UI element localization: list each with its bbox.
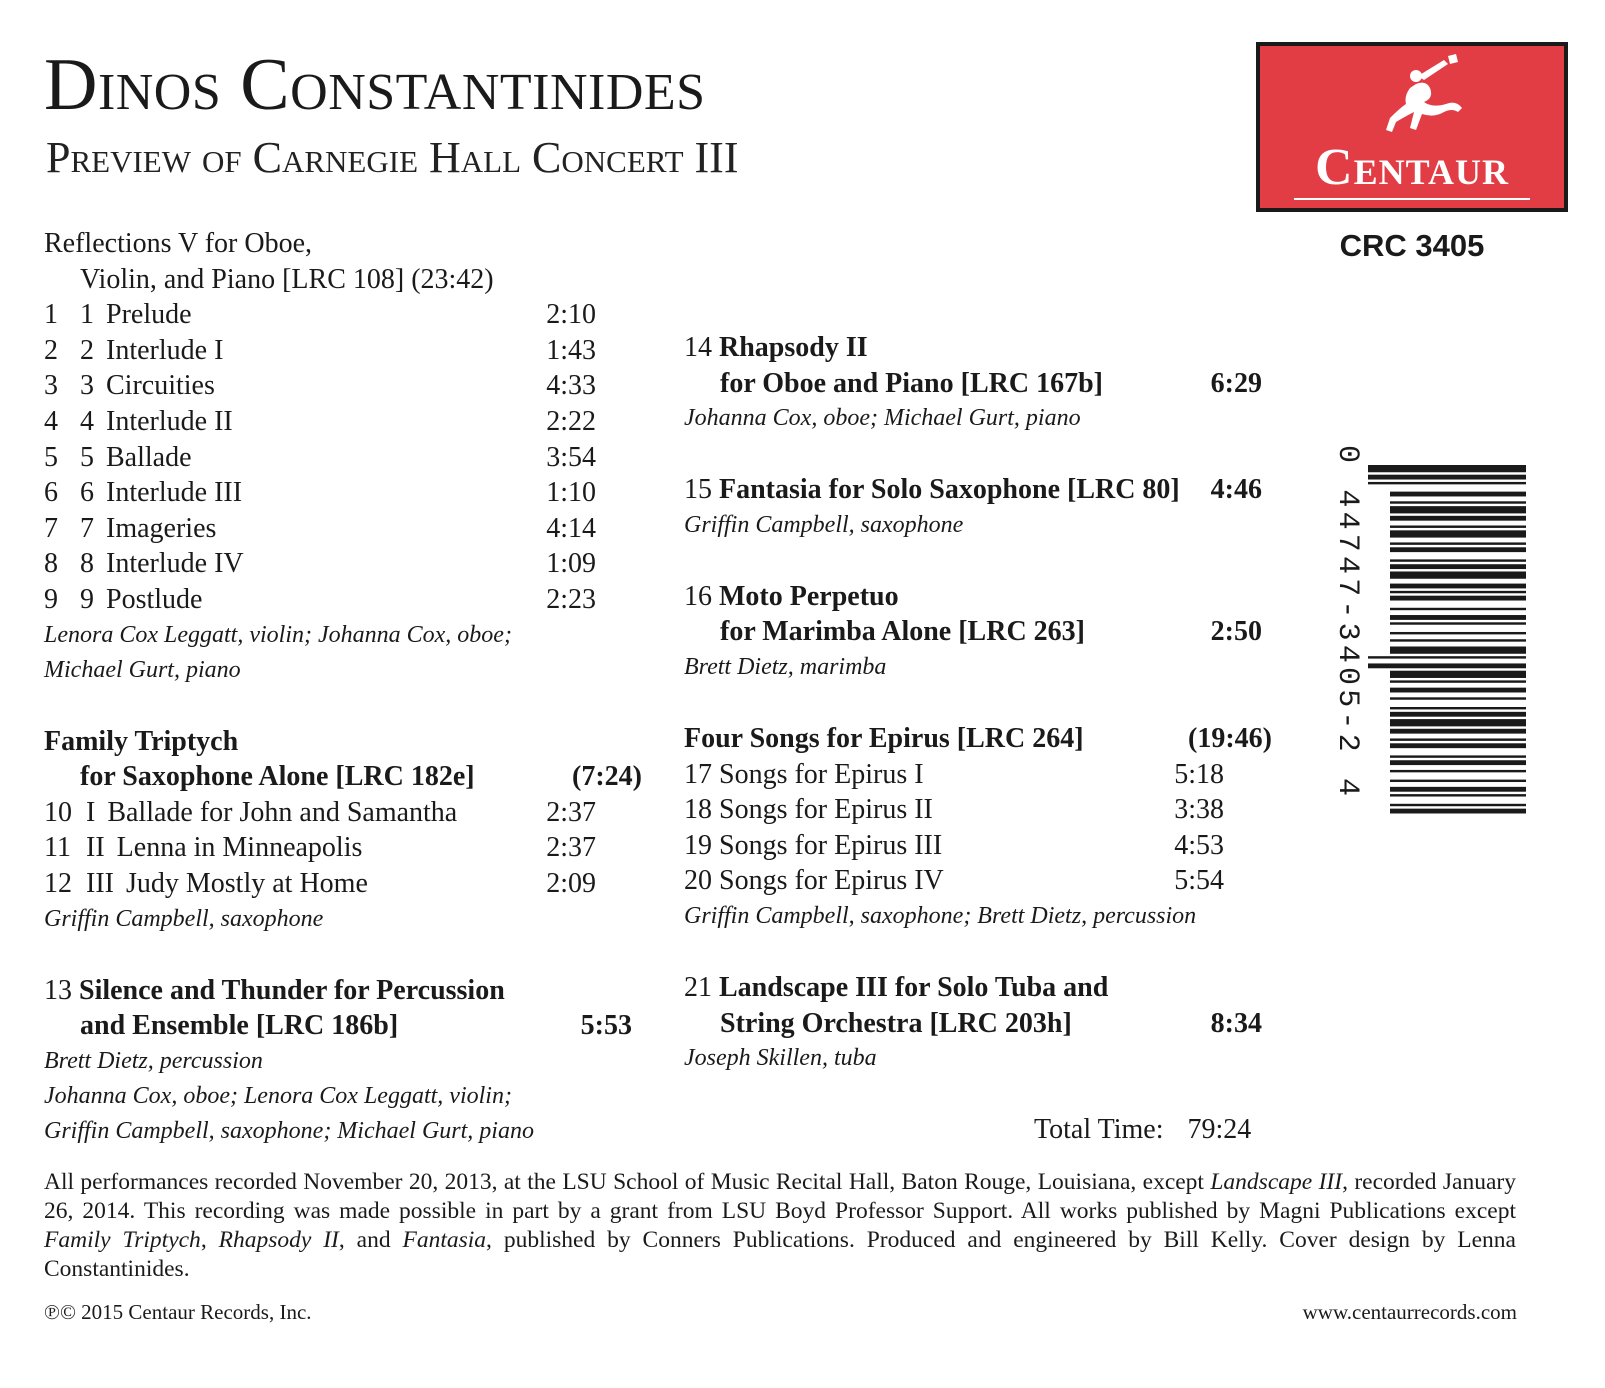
album-subtitle: Preview of Carnegie Hall Concert III [46, 133, 739, 182]
track-time: 2:09 [546, 867, 596, 899]
track-number: 21 [684, 971, 712, 1003]
work-title [684, 721, 1272, 757]
track-time: 1:43 [546, 334, 596, 366]
barcode-bar [1390, 571, 1526, 578]
track-number: 10 [44, 796, 72, 828]
barcode-bars [1368, 465, 1526, 813]
track-number: 15 [684, 474, 712, 506]
track-row [684, 792, 1224, 828]
performers: Lenora Cox Leggatt, violin; Johanna Cox, oboe; [44, 621, 512, 648]
track-list [684, 757, 1224, 899]
barcode-bar [1390, 787, 1526, 792]
track-number: 16 [684, 580, 712, 612]
notes-italic: Fantasia [402, 1227, 487, 1253]
track-name: Lenna in Minneapolis [116, 832, 363, 864]
track-name: Postlude [106, 583, 203, 615]
work-title [684, 472, 1262, 508]
work-title-cont [684, 366, 1262, 402]
track-time: 5:53 [580, 1010, 632, 1042]
track-name: Circuities [106, 370, 215, 402]
track-row [44, 368, 596, 404]
barcode-bar [1390, 804, 1526, 806]
track-row [44, 795, 596, 831]
centaur-logo [1256, 42, 1568, 212]
barcode-bar [1390, 671, 1526, 678]
track-name: Interlude I [106, 334, 224, 366]
track-time: 2:37 [546, 832, 596, 864]
barcode-bar [1390, 809, 1526, 814]
barcode-bar [1390, 559, 1526, 561]
track-name: Songs for Epirus IV [719, 865, 944, 897]
track-time: 4:33 [546, 370, 596, 402]
work-title: Reflections V for Oboe, [44, 228, 313, 259]
track-number: 13 [44, 974, 72, 1006]
barcode-bar [1368, 482, 1526, 484]
track-number: 4 [44, 405, 58, 437]
track-time: 2:10 [546, 299, 596, 331]
barcode-bar [1390, 697, 1526, 699]
left-column [44, 226, 642, 1149]
barcode-bar [1390, 584, 1526, 589]
notes-italic: Family Triptych [44, 1227, 201, 1253]
catalog-number: CRC 3405 [1339, 228, 1485, 263]
work-total-time: (7:24) [572, 761, 642, 793]
notes-italic: Landscape III [1210, 1169, 1343, 1195]
performers: Brett Dietz, marimba [684, 653, 887, 680]
track-list [44, 795, 596, 902]
performers: Brett Dietz, percussion [44, 1047, 263, 1074]
website-link[interactable]: www.centaurrecords.com [1302, 1300, 1517, 1324]
notes-text: , [200, 1227, 219, 1253]
work-title-text: for Marimba Alone [LRC 263] [720, 616, 1085, 648]
work-title-cont [684, 614, 1262, 650]
logo-underline [1294, 198, 1530, 200]
barcode-bar [1390, 492, 1526, 497]
work-title-text: Moto Perpetuo [719, 580, 899, 612]
notes-text: All performances recorded November 20, 2013, at the LSU School of Music Recital Hall, Baton Rouge, Louisiana, except [44, 1169, 1211, 1195]
track-time: 4:14 [546, 512, 596, 544]
track-name: Interlude IV [106, 548, 244, 580]
barcode [1328, 445, 1538, 885]
track-number: 1 [44, 299, 58, 331]
barcode-bar [1368, 475, 1526, 480]
barcode-bar [1390, 608, 1526, 610]
barcode-bar [1390, 547, 1526, 552]
track-row [44, 582, 596, 618]
barcode-bar [1390, 542, 1526, 544]
track-row [44, 440, 596, 476]
track-time: 5:54 [1174, 865, 1224, 897]
movement-number: 1 [80, 299, 94, 331]
movement-number: 9 [80, 583, 94, 615]
performers: Michael Gurt, piano [44, 656, 241, 683]
work-title-text: Fantasia for Solo Saxophone [LRC 80] [719, 474, 1180, 506]
track-time: 2:23 [546, 583, 596, 615]
track-time: 3:54 [546, 441, 596, 473]
barcode-bar [1368, 465, 1526, 472]
barcode-bar [1368, 656, 1526, 658]
track-number: 8 [44, 548, 58, 580]
work-title [684, 579, 1262, 615]
track-row [44, 297, 596, 333]
barcode-bar [1390, 530, 1526, 537]
composer-name: Dinos Constantinides [44, 44, 706, 126]
track-row [44, 546, 596, 582]
barcode-bar [1390, 760, 1526, 765]
barcode-bar [1390, 770, 1526, 772]
track-name: Ballade for John and Samantha [107, 796, 458, 828]
movement-number: 5 [80, 441, 94, 473]
track-time: 8:34 [1210, 1007, 1262, 1039]
track-row [44, 866, 596, 902]
barcode-bar [1390, 729, 1526, 734]
work-title: Family Triptych [44, 725, 239, 757]
track-time: 6:29 [1210, 367, 1262, 399]
track-name: Interlude III [106, 477, 243, 509]
barcode-bar [1390, 639, 1526, 641]
notes-italic: Rhapsody II [218, 1227, 339, 1253]
work-title [684, 330, 1262, 366]
track-number: 14 [684, 332, 712, 363]
barcode-bar [1390, 712, 1526, 717]
work-title-text: String Orchestra [LRC 203h] [720, 1007, 1072, 1039]
track-name: Ballade [106, 441, 192, 473]
barcode-bar [1390, 743, 1526, 748]
track-time: 1:10 [546, 477, 596, 509]
track-time: 2:50 [1210, 616, 1262, 648]
track-time: 2:37 [546, 796, 596, 828]
barcode-bar [1390, 615, 1526, 620]
movement-number: 6 [80, 477, 94, 509]
track-time: 1:09 [546, 548, 596, 580]
work-title-text: Rhapsody II [719, 332, 868, 363]
barcode-bar [1390, 501, 1526, 503]
track-name: Judy Mostly at Home [125, 867, 368, 899]
work-title-cont [44, 1008, 632, 1044]
performers: Johanna Cox, oboe; Michael Gurt, piano [684, 405, 1081, 432]
track-number: 7 [44, 512, 58, 544]
movement-number: II [86, 832, 105, 864]
barcode-bar [1390, 647, 1526, 654]
track-name: Interlude II [106, 405, 233, 437]
movement-number: 2 [80, 334, 94, 366]
work-title-cont: Violin, and Piano [LRC 108] (23:42) [80, 263, 494, 295]
track-number: 11 [44, 832, 71, 864]
barcode-bar [1390, 564, 1526, 569]
barcode-bar [1390, 755, 1526, 757]
track-number: 3 [44, 370, 58, 402]
track-row [684, 757, 1224, 793]
movement-number: III [86, 867, 114, 899]
track-number: 5 [44, 441, 58, 473]
barcode-bar [1390, 596, 1526, 601]
track-time: 2:22 [546, 405, 596, 437]
performers: Griffin Campbell, saxophone [44, 905, 324, 932]
barcode-bar [1390, 506, 1526, 513]
work-title-cont [684, 1006, 1262, 1042]
track-time: 5:18 [1174, 758, 1224, 790]
work-title-cont [44, 759, 642, 795]
barcode-digits: 0 44747-3405-2 4 [1330, 445, 1364, 801]
barcode-bar [1390, 526, 1526, 528]
movement-number: 4 [80, 405, 94, 437]
track-row [44, 475, 596, 511]
barcode-bar [1390, 707, 1526, 709]
right-column [684, 330, 1272, 1076]
movement-number: I [86, 796, 96, 828]
barcode-bar [1390, 738, 1526, 740]
work-title-text: Landscape III for Solo Tuba and [719, 971, 1109, 1003]
performers: Griffin Campbell, saxophone [684, 511, 964, 538]
work-total-time: (19:46) [1188, 722, 1272, 754]
work-title-text: and Ensemble [LRC 186b] [80, 1010, 399, 1042]
work-title-text: for Oboe and Piano [LRC 167b] [720, 367, 1103, 399]
performers: Joseph Skillen, tuba [684, 1045, 877, 1072]
barcode-bar [1390, 680, 1526, 682]
performers: Griffin Campbell, saxophone; Michael Gurt, piano [44, 1117, 534, 1144]
performers: Griffin Campbell, saxophone; Brett Dietz, percussion [684, 902, 1197, 929]
barcode-bar [1390, 622, 1526, 624]
barcode-bar [1368, 663, 1526, 668]
label-name: Centaur [1315, 139, 1509, 196]
barcode-bar [1390, 794, 1526, 796]
barcode-bar [1390, 780, 1526, 782]
work-title-text: Silence and Thunder for Percussion [79, 974, 505, 1006]
barcode-bar [1390, 719, 1526, 726]
barcode-bar [1390, 516, 1526, 521]
track-number: 18 [684, 794, 712, 826]
recording-notes [44, 1168, 1516, 1284]
total-time-label: Total Time: [1034, 1114, 1164, 1145]
movement-number: 3 [80, 370, 94, 402]
track-list [44, 297, 596, 617]
track-row [684, 863, 1224, 899]
copyright: ℗© 2015 Centaur Records, Inc. [44, 1300, 312, 1324]
barcode-bar [1390, 591, 1526, 593]
movement-number: 7 [80, 512, 94, 544]
track-number: 12 [44, 867, 72, 899]
movement-number: 8 [80, 548, 94, 580]
track-row [44, 404, 596, 440]
track-row [44, 333, 596, 369]
track-row [44, 830, 596, 866]
track-number: 2 [44, 334, 58, 366]
barcode-bar [1390, 632, 1526, 634]
track-number: 9 [44, 583, 58, 615]
performers: Johanna Cox, oboe; Lenora Cox Leggatt, violin; [44, 1082, 512, 1109]
track-row [44, 511, 596, 547]
track-number: 17 [684, 758, 712, 790]
track-name: Songs for Epirus II [719, 794, 933, 826]
track-name: Prelude [106, 299, 192, 331]
track-time: 4:46 [1210, 474, 1262, 506]
centaur-figure-icon [1356, 54, 1476, 150]
notes-text: , published by Conners Publications. Produced and engineered by Bill Kelly. Cover design by Lenna Constantinides. [44, 1227, 1516, 1282]
total-time [1034, 1114, 1251, 1146]
track-time: 4:53 [1174, 829, 1224, 861]
work-title [44, 973, 624, 1009]
notes-text: , recorded January 26, 2014. This recording was made possible in part by a grant from LSU Boyd Professor Support. All works published by Magni Publications except [44, 1169, 1516, 1224]
work-title [684, 970, 1262, 1006]
work-title-text: Four Songs for Epirus [LRC 264] [684, 722, 1084, 754]
notes-text: , and [338, 1227, 403, 1253]
track-row [684, 828, 1224, 864]
track-name: Songs for Epirus I [719, 758, 924, 790]
track-name: Imageries [106, 512, 217, 544]
work-title-text: for Saxophone Alone [LRC 182e] [80, 761, 475, 793]
barcode-bar [1390, 688, 1526, 693]
track-number: 20 [684, 865, 712, 897]
track-name: Songs for Epirus III [719, 829, 943, 861]
track-number: 6 [44, 477, 58, 509]
track-time: 3:38 [1174, 794, 1224, 826]
track-number: 19 [684, 829, 712, 861]
total-time-value: 79:24 [1187, 1114, 1252, 1145]
